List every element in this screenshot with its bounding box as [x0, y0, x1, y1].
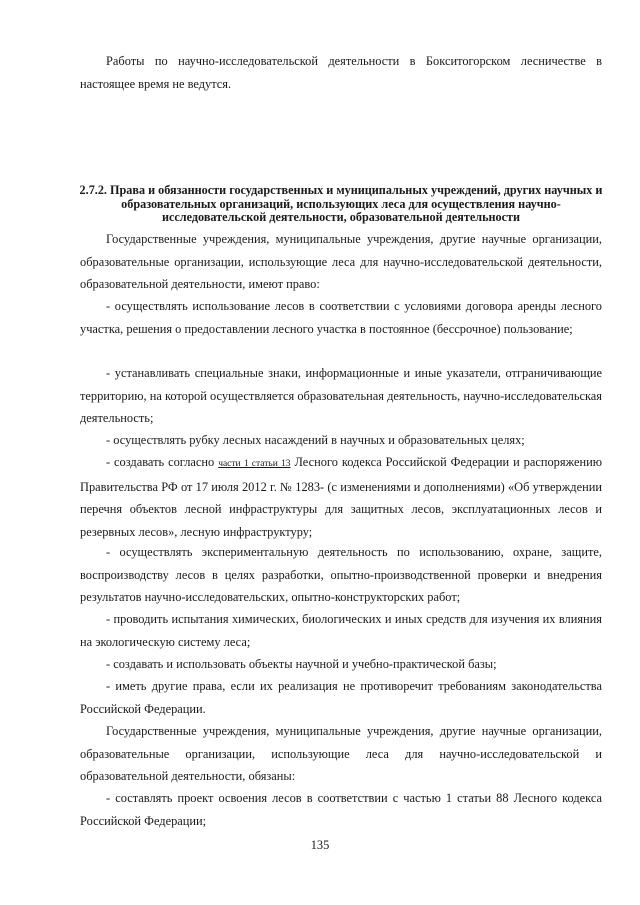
- infra-text-before: - создавать согласно: [106, 455, 219, 469]
- intro-paragraph: Работы по научно-исследовательской деятельности в Бокситогорском лесничестве в настоящее время не ведутся.: [80, 54, 602, 91]
- rights-intro-paragraph: Государственные учреждения, муниципальные учреждения, другие научные организации, образовательные организации, использующие леса для научно-исследовательской деятельности, образовательной деятельности, имеют право:: [80, 232, 602, 292]
- right-item: - осуществлять использование лесов в соответствии с условиями договора аренды лесного участка, решения о предоставлении лесного участка в постоянное (бессрочное) пользование;: [80, 299, 602, 336]
- right-item: - проводить испытания химических, биологических и иных средств для изучения их влияния на экологическую систему леса;: [80, 612, 602, 649]
- right-item: - осуществлять рубку лесных насаждений в научных и образовательных целях;: [106, 433, 525, 447]
- law-article-link[interactable]: части 1 статьи 13: [218, 459, 291, 469]
- page-number: 135: [310, 838, 330, 852]
- infra-paragraph: [80, 451, 602, 543]
- infra-text-after: Лесного кодекса Российской Федерации и распоряжению Правительства РФ от 17 июля 2012 г. № 1283- (с изменениями и дополнениями) «Об утверждении перечня объектов лесной инфраструктуры для защитных лесов, эксплуатационных лесов и резервных лесов», лесную инфраструктуру;: [80, 455, 602, 539]
- right-item: - устанавливать специальные знаки, информационные и иные указатели, отграничивающие территорию, на которой осуществляется образовательная деятельность, научно-исследовательская деятельность;: [80, 366, 602, 426]
- right-item: - осуществлять экспериментальную деятельность по использованию, охране, защите, воспроизводству лесов в целях разработки, опытно-производственной проверки и внедрения результатов научно-исследовательских, опытно-конструкторских работ;: [80, 545, 602, 605]
- duties-intro-paragraph: Государственные учреждения, муниципальные учреждения, другие научные организации, образовательные организации, использующие леса для научно-исследовательской и образовательной деятельности, обязаны:: [80, 724, 602, 784]
- duty-item: - составлять проект освоения лесов в соответствии с частью 1 статьи 88 Лесного кодекса Российской Федерации;: [80, 791, 602, 828]
- right-item: - создавать и использовать объекты научной и учебно-практической базы;: [106, 657, 497, 671]
- section-heading: 2.7.2. Права и обязанности государственных и муниципальных учреждений, других научных и образовательных организаций, использующих леса для осуществления научно-исследовательской деятельности, образовательной деятельности: [79, 183, 603, 225]
- right-item: - иметь другие права, если их реализация не противоречит требованиям законодательства Российской Федерации.: [80, 679, 602, 716]
